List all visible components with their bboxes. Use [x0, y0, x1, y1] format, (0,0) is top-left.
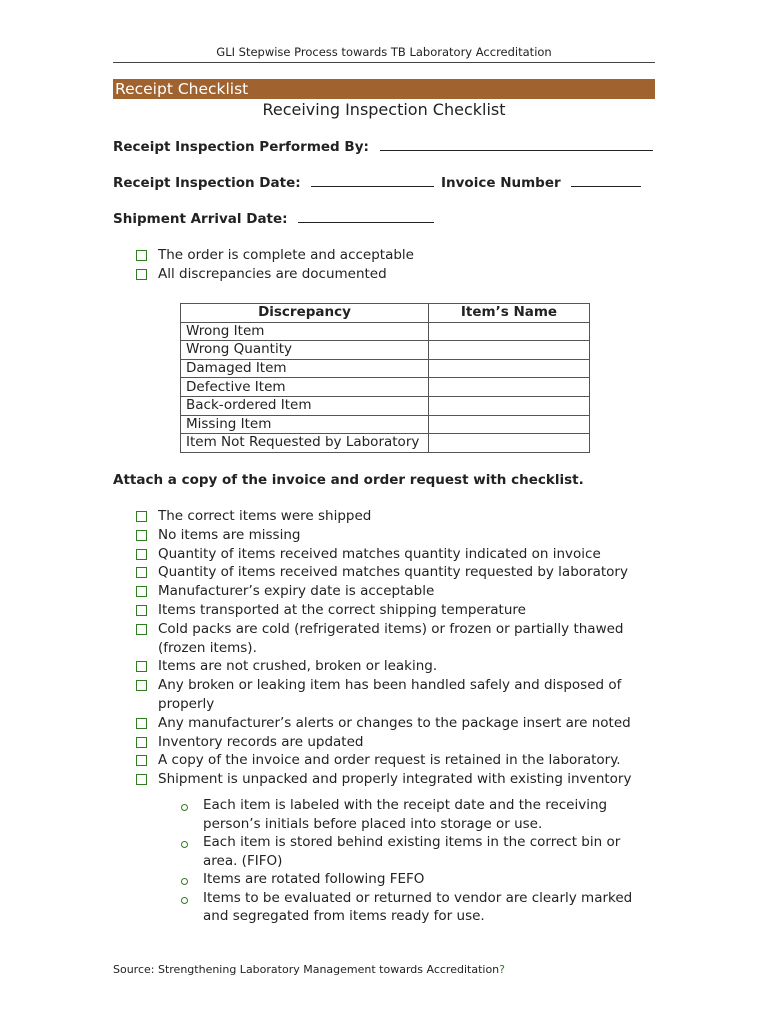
items-name-header: Item’s Name: [429, 304, 590, 323]
discrepancy-cell: Wrong Item: [181, 322, 429, 341]
checkbox-icon[interactable]: [136, 549, 147, 560]
item-name-cell[interactable]: [429, 396, 590, 415]
discrepancy-cell: Defective Item: [181, 378, 429, 397]
checkbox-icon[interactable]: [136, 737, 147, 748]
performed-by-label: Receipt Inspection Performed By:: [113, 139, 369, 155]
sub-list-item: Each item is stored behind existing items in the correct bin or area. (FIFO): [180, 833, 640, 870]
discrepancy-cell: Item Not Requested by Laboratory: [181, 434, 429, 453]
document-title: Receiving Inspection Checklist: [262, 100, 506, 119]
circle-bullet-icon: [181, 897, 188, 904]
item-name-cell[interactable]: [429, 434, 590, 453]
checklist-item: Inventory records are updated: [136, 733, 636, 752]
checklist-item: Cold packs are cold (refrigerated items) or frozen or partially thawed (frozen items).: [136, 620, 636, 658]
checklist-item: A copy of the invoice and order request is retained in the laboratory.: [136, 751, 636, 770]
arrival-date-field: [113, 211, 434, 227]
checklist-item: The correct items were shipped: [136, 507, 636, 526]
section-banner: Receipt Checklist: [113, 79, 655, 99]
source-text: Source: Strengthening Laboratory Management towards Accreditation: [113, 963, 500, 976]
inspection-date-label: Receipt Inspection Date:: [113, 175, 301, 191]
checklist-item: Quantity of items received matches quantity indicated on invoice: [136, 545, 636, 564]
performed-by-line[interactable]: [380, 150, 653, 151]
page-header: GLI Stepwise Process towards TB Laboratory Accreditation: [216, 45, 552, 59]
checkbox-icon[interactable]: [136, 718, 147, 729]
checkbox-icon[interactable]: [136, 269, 147, 280]
table-row: [181, 396, 590, 415]
invoice-number-line[interactable]: [571, 186, 641, 187]
checkbox-icon[interactable]: [136, 511, 147, 522]
checkbox-icon[interactable]: [136, 250, 147, 261]
checklist-item: Any manufacturer’s alerts or changes to the package insert are noted: [136, 714, 636, 733]
arrival-date-label: Shipment Arrival Date:: [113, 211, 288, 227]
checkbox-icon[interactable]: [136, 567, 147, 578]
checklist-item: Items transported at the correct shipping temperature: [136, 601, 636, 620]
invoice-number-label: Invoice Number: [441, 175, 561, 191]
table-row: [181, 415, 590, 434]
checklist-item: All discrepancies are documented: [136, 265, 414, 284]
table-row: [181, 322, 590, 341]
sub-list-item: Items are rotated following FEFO: [180, 870, 640, 889]
header-rule: [113, 62, 655, 63]
circle-bullet-icon: [181, 878, 188, 885]
checkbox-icon[interactable]: [136, 624, 147, 635]
arrival-date-line[interactable]: [298, 222, 434, 223]
sub-list-item: Items to be evaluated or returned to vendor are clearly marked and segregated from items ready for use.: [180, 889, 640, 926]
checklist-item: No items are missing: [136, 526, 636, 545]
checklist-item: Items are not crushed, broken or leaking.: [136, 657, 636, 676]
checklist-item: Quantity of items received matches quantity requested by laboratory: [136, 563, 636, 582]
checklist-item: The order is complete and acceptable: [136, 246, 414, 265]
discrepancy-table: [180, 303, 590, 453]
table-row: [181, 378, 590, 397]
discrepancy-header: Discrepancy: [181, 304, 429, 323]
circle-bullet-icon: [181, 804, 188, 811]
checkbox-icon[interactable]: [136, 586, 147, 597]
top-checklist: [136, 246, 414, 284]
sub-checklist: [180, 796, 640, 926]
sub-list-item: Each item is labeled with the receipt date and the receiving person’s initials before placed into storage or use.: [180, 796, 640, 833]
inspection-date-field: [113, 175, 434, 191]
item-name-cell[interactable]: [429, 415, 590, 434]
attach-instruction: Attach a copy of the invoice and order request with checklist.: [113, 472, 584, 488]
item-name-cell[interactable]: [429, 378, 590, 397]
source-footer: [113, 963, 505, 976]
circle-bullet-icon: [181, 841, 188, 848]
table-row: [181, 359, 590, 378]
table-row: [181, 341, 590, 360]
checklist-item: Any broken or leaking item has been handled safely and disposed of properly: [136, 676, 636, 714]
performed-by-field: [113, 139, 653, 155]
main-checklist: [136, 507, 636, 789]
checkbox-icon[interactable]: [136, 661, 147, 672]
checkbox-icon[interactable]: [136, 605, 147, 616]
checklist-item: Manufacturer’s expiry date is acceptable: [136, 582, 636, 601]
discrepancy-cell: Damaged Item: [181, 359, 429, 378]
checklist-item: Shipment is unpacked and properly integrated with existing inventory: [136, 770, 636, 789]
checkbox-icon[interactable]: [136, 680, 147, 691]
checkbox-icon[interactable]: [136, 530, 147, 541]
table-row: [181, 434, 590, 453]
discrepancy-cell: Missing Item: [181, 415, 429, 434]
discrepancy-cell: Wrong Quantity: [181, 341, 429, 360]
discrepancy-cell: Back-ordered Item: [181, 396, 429, 415]
checkbox-icon[interactable]: [136, 774, 147, 785]
source-mark: ?: [499, 963, 505, 976]
invoice-number-field: [441, 175, 641, 191]
item-name-cell[interactable]: [429, 341, 590, 360]
item-name-cell[interactable]: [429, 322, 590, 341]
inspection-date-line[interactable]: [311, 186, 434, 187]
checkbox-icon[interactable]: [136, 755, 147, 766]
item-name-cell[interactable]: [429, 359, 590, 378]
table-header-row: [181, 304, 590, 323]
